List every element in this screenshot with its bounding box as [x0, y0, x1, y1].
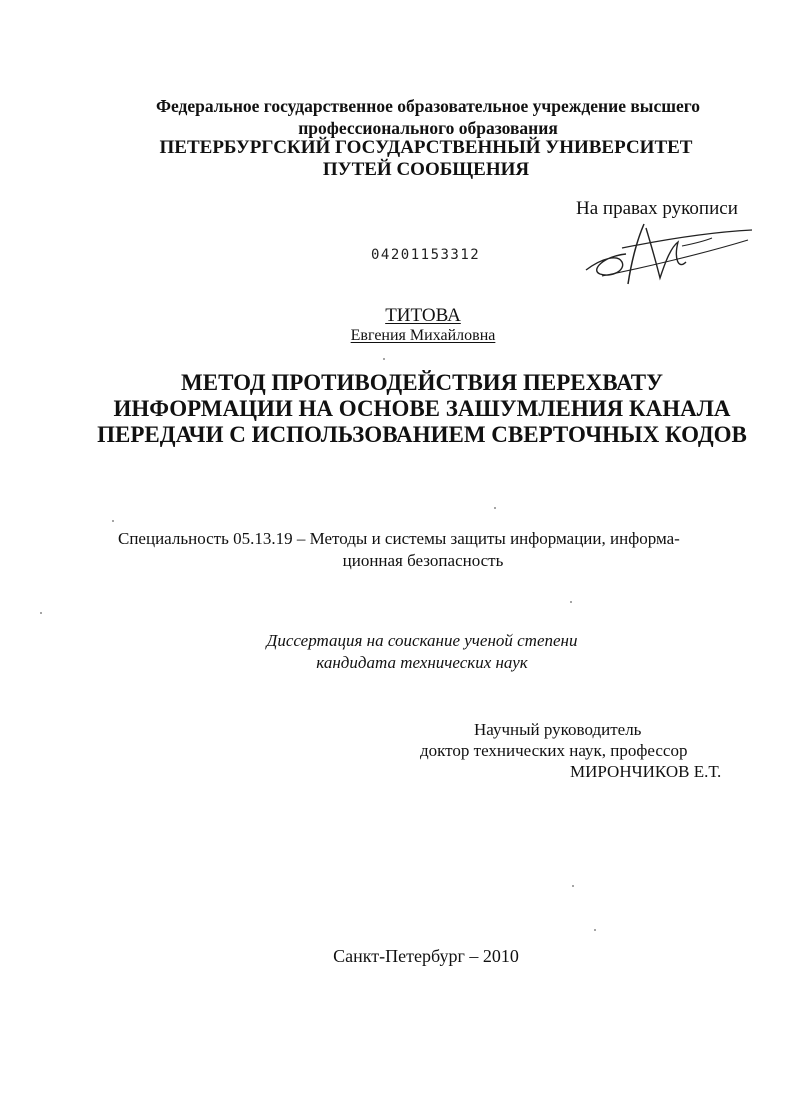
- title-line-1: МЕТОД ПРОТИВОДЕЙСТВИЯ ПЕРЕХВАТУ: [181, 370, 663, 395]
- degree-line-1: Диссертация на соискание ученой степени: [266, 631, 578, 650]
- scan-speck: [570, 601, 572, 603]
- specialty-line-2: ционная безопасность: [342, 551, 504, 570]
- supervisor-name: МИРОНЧИКОВ Е.Т.: [570, 762, 722, 781]
- degree-line-2: кандидата технических наук: [316, 653, 528, 672]
- specialty-line-1: Специальность 05.13.19 – Методы и системы защиты информации, информа-: [118, 529, 680, 548]
- author-given-names: [25, 326, 796, 346]
- scan-speck: [494, 507, 496, 509]
- institution-line-2: профессионального образования: [298, 118, 558, 138]
- scan-speck: [383, 358, 385, 360]
- manuscript-note: На правах рукописи: [576, 198, 738, 219]
- title-line-3: ПЕРЕДАЧИ С ИСПОЛЬЗОВАНИЕМ СВЕРТОЧНЫХ КОДОВ: [97, 422, 747, 447]
- supervisor-block: [420, 719, 740, 782]
- dissertation-degree: [24, 630, 796, 674]
- scan-speck: [112, 520, 114, 522]
- supervisor-role: Научный руководитель: [474, 720, 642, 739]
- author-given-names-text: Евгения Михайловна: [350, 327, 496, 344]
- author-surname: [25, 305, 796, 326]
- university-name: [28, 137, 796, 181]
- author-surname-text: ТИТОВА: [385, 305, 461, 326]
- signature-icon: [582, 218, 754, 290]
- specialty: [118, 528, 758, 572]
- place-year: Санкт-Петербург – 2010: [333, 946, 519, 966]
- scan-speck: [40, 612, 42, 614]
- institution-header: [30, 95, 796, 139]
- title-line-2: ИНФОРМАЦИИ НА ОСНОВЕ ЗАШУМЛЕНИЯ КАНАЛА: [113, 396, 731, 421]
- catalog-code: 04201153312: [371, 247, 481, 263]
- scan-speck: [594, 929, 596, 931]
- university-line-1: ПЕТЕРБУРГСКИЙ ГОСУДАРСТВЕННЫЙ УНИВЕРСИТЕТ: [159, 137, 693, 158]
- university-line-2: ПУТЕЙ СООБЩЕНИЯ: [322, 159, 530, 180]
- supervisor-degree: доктор технических наук, профессор: [420, 741, 688, 760]
- institution-line-1: Федеральное государственное образовательное учреждение высшего: [155, 96, 701, 116]
- dissertation-title: [24, 370, 796, 448]
- scan-speck: [572, 885, 574, 887]
